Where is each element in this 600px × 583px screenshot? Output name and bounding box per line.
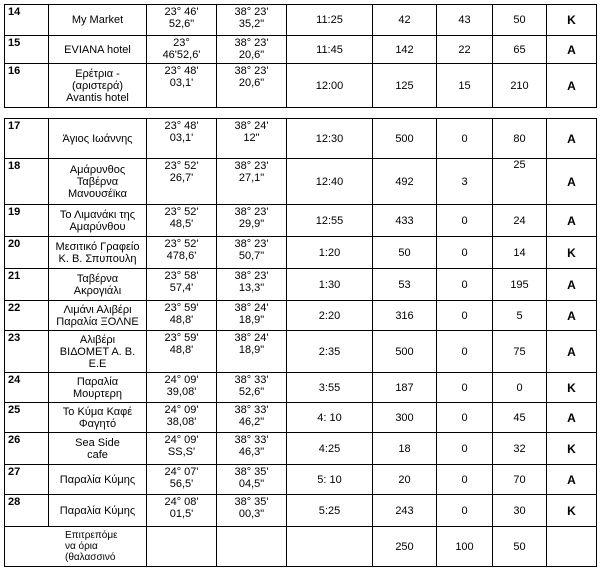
latitude: 23° 58' 57,4' [147,269,217,301]
sample-time: 1:20 [287,237,373,269]
value-3: 24 [493,205,547,237]
location-name: My Market [49,5,147,36]
sample-time: 5: 10 [287,465,373,495]
value-1: 50 [373,237,437,269]
table-row [5,64,597,108]
location-name: EVIANA hotel [49,36,147,64]
value-3: 30 [493,495,547,527]
value-2: 0 [437,301,493,331]
empty-cell [147,527,217,567]
table-row [5,465,597,495]
location-name: Παραλία Κύμης [49,495,147,527]
sample-time: 12:55 [287,205,373,237]
value-1: 433 [373,205,437,237]
value-3: 25 [493,159,547,205]
value-1: 18 [373,433,437,465]
value-3: 195 [493,269,547,301]
value-1: 316 [373,301,437,331]
longitude: 38° 33' 46,3" [217,433,287,465]
row-id: 16 [5,64,49,108]
latitude: 23° 48' 03,1' [147,119,217,159]
value-2: 0 [437,205,493,237]
sample-time: 1:30 [287,269,373,301]
table-row [5,373,597,403]
value-1: 187 [373,373,437,403]
table-top [4,4,597,108]
limit-value-3: 50 [493,527,547,567]
category-badge: A [547,36,597,64]
latitude: 23° 46'52,6' [147,36,217,64]
category-badge: K [547,373,597,403]
category-badge: K [547,5,597,36]
latitude: 24° 07' 56,5' [147,465,217,495]
value-2: 43 [437,5,493,36]
location-name: Παραλία Μουρτερη [49,373,147,403]
sample-time: 11:45 [287,36,373,64]
row-id: 15 [5,36,49,64]
table-row [5,269,597,301]
value-3: 210 [493,64,547,108]
value-1: 243 [373,495,437,527]
table-main [4,118,597,567]
value-1: 500 [373,331,437,373]
category-badge: A [547,301,597,331]
latitude: 23° 59' 48,8' [147,331,217,373]
row-id: 14 [5,5,49,36]
sample-time: 11:25 [287,5,373,36]
latitude: 23° 52' 478,6' [147,237,217,269]
row-id: 19 [5,205,49,237]
category-badge: K [547,433,597,465]
value-2: 15 [437,64,493,108]
longitude: 38° 33' 52,6" [217,373,287,403]
row-id: 28 [5,495,49,527]
category-badge: K [547,237,597,269]
value-1: 492 [373,159,437,205]
longitude: 38° 23' 27,1" [217,159,287,205]
category-badge: A [547,119,597,159]
limits-row [5,527,597,567]
sample-time: 4:25 [287,433,373,465]
sample-time: 4: 10 [287,403,373,433]
value-1: 53 [373,269,437,301]
limit-value-2: 100 [437,527,493,567]
category-badge: A [547,64,597,108]
category-badge: A [547,465,597,495]
longitude: 38° 23' 20,6" [217,36,287,64]
table-row [5,36,597,64]
value-3: 50 [493,5,547,36]
value-3: 0 [493,373,547,403]
location-name: Αλιβέρι ΒΙΔΟΜΕΤ Α. Β. Ε.Ε [49,331,147,373]
location-name: Αμάρυνθος Ταβέρνα Μανουσέϊκα [49,159,147,205]
category-badge: A [547,331,597,373]
table-row [5,119,597,159]
location-name: Το Λιμανάκι της Αμαρύνθου [49,205,147,237]
value-3: 80 [493,119,547,159]
table-row [5,301,597,331]
table-row [5,237,597,269]
value-3: 14 [493,237,547,269]
table-row [5,159,597,205]
longitude: 38° 23' 29,9" [217,205,287,237]
location-name: Sea Side cafe [49,433,147,465]
value-2: 0 [437,373,493,403]
value-2: 22 [437,36,493,64]
value-3: 75 [493,331,547,373]
latitude: 24° 08' 01,5' [147,495,217,527]
category-badge: K [547,495,597,527]
longitude: 38° 35' 04,5" [217,465,287,495]
row-id: 18 [5,159,49,205]
sample-time: 5:25 [287,495,373,527]
value-1: 42 [373,5,437,36]
value-2: 3 [437,159,493,205]
table-row [5,205,597,237]
value-2: 0 [437,269,493,301]
value-1: 142 [373,36,437,64]
longitude: 38° 24' 18,9" [217,301,287,331]
table-row [5,433,597,465]
longitude: 38° 23' 20,6" [217,64,287,108]
latitude: 24° 09' SS,S' [147,433,217,465]
longitude: 38° 33' 46,2" [217,403,287,433]
value-2: 0 [437,331,493,373]
longitude: 38° 35' 00,3" [217,495,287,527]
latitude: 24° 09' 39,08' [147,373,217,403]
location-name: Ταβέρνα Ακρογιάλι [49,269,147,301]
value-1: 20 [373,465,437,495]
value-2: 0 [437,465,493,495]
row-id: 24 [5,373,49,403]
longitude: 38° 24' 12" [217,119,287,159]
value-2: 0 [437,433,493,465]
location-name: Άγιος Ιωάννης [49,119,147,159]
category-badge: A [547,205,597,237]
value-2: 0 [437,495,493,527]
sample-time: 12:30 [287,119,373,159]
table-row [5,495,597,527]
latitude: 23° 46' 52,6" [147,5,217,36]
longitude: 38° 23' 13,3" [217,269,287,301]
value-3: 65 [493,36,547,64]
row-id: 26 [5,433,49,465]
latitude: 24° 09' 38,08' [147,403,217,433]
location-name: Μεσιτικό Γραφείο Κ. Β. Σπυπουλη [49,237,147,269]
row-id: 17 [5,119,49,159]
location-name: Λιμάνι Αλιβέρι Παραλία ΞΟΛΝΕ [49,301,147,331]
empty-cell [547,527,597,567]
sample-time: 2:20 [287,301,373,331]
longitude: 38° 23' 35,2" [217,5,287,36]
table-row [5,5,597,36]
longitude: 38° 24' 18,9" [217,331,287,373]
sample-time: 12:40 [287,159,373,205]
sample-time: 12:00 [287,64,373,108]
table-row [5,331,597,373]
category-badge: A [547,269,597,301]
location-name: Ερέτρια - (αριστερά) Avantis hotel [49,64,147,108]
row-id: 21 [5,269,49,301]
value-1: 500 [373,119,437,159]
limits-label: Επιτρεπόμε να όρια (θαλασσινό [5,527,147,567]
latitude: 23° 52' 26,7' [147,159,217,205]
category-badge: A [547,159,597,205]
latitude: 23° 59' 48,8' [147,301,217,331]
row-id: 20 [5,237,49,269]
row-id: 23 [5,331,49,373]
value-1: 125 [373,64,437,108]
value-1: 300 [373,403,437,433]
value-2: 0 [437,237,493,269]
row-id: 27 [5,465,49,495]
value-2: 0 [437,403,493,433]
location-name: Το Κύμα Καφέ Φαγητό [49,403,147,433]
empty-cell [287,527,373,567]
latitude: 23° 48' 03,1' [147,64,217,108]
empty-cell [217,527,287,567]
sample-time: 3:55 [287,373,373,403]
value-3: 70 [493,465,547,495]
limit-value-1: 250 [373,527,437,567]
value-2: 0 [437,119,493,159]
row-id: 22 [5,301,49,331]
row-id: 25 [5,403,49,433]
sample-time: 2:35 [287,331,373,373]
category-badge: A [547,403,597,433]
value-3: 32 [493,433,547,465]
longitude: 38° 23' 50,7" [217,237,287,269]
value-3: 5 [493,301,547,331]
latitude: 23° 52' 48,5' [147,205,217,237]
value-3: 45 [493,403,547,433]
location-name: Παραλία Κύμης [49,465,147,495]
table-row [5,403,597,433]
